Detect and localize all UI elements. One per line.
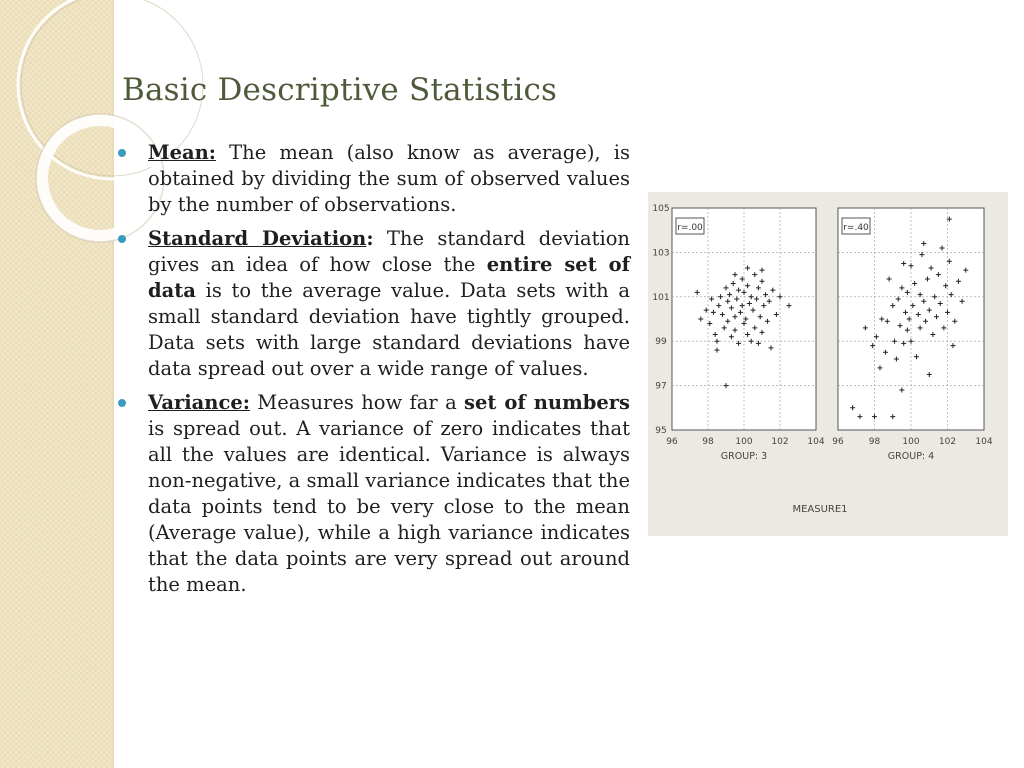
x-axis-label: MEASURE1	[792, 504, 848, 515]
bullet-variance	[148, 390, 630, 598]
x-tick-label: 102	[771, 437, 789, 447]
bullet-standard-deviation	[148, 226, 630, 382]
y-tick-label: 97	[655, 381, 667, 392]
scatterplot-svg	[648, 192, 1008, 536]
term-suffix: :	[366, 227, 374, 250]
y-tick-label: 101	[652, 292, 670, 303]
annotation-text: r=.00	[677, 223, 703, 233]
x-tick-label: 98	[868, 437, 881, 447]
x-tick-label: 100	[902, 437, 920, 447]
term-variance: Variance:	[148, 391, 250, 414]
y-tick-label: 99	[655, 337, 667, 348]
bullet-list	[148, 140, 630, 606]
term-mean: Mean:	[148, 141, 217, 164]
x-tick-label: 104	[975, 437, 993, 447]
x-tick-label: 104	[807, 437, 825, 447]
x-tick-label: 102	[938, 437, 957, 447]
y-tick-label: 103	[652, 248, 670, 259]
bullet-text: The standard deviation gives an idea of how close the	[148, 227, 630, 276]
term-standard-deviation: Standard Deviation	[148, 227, 367, 250]
panel-label: GROUP: 4	[887, 451, 935, 462]
bullet-mean	[148, 140, 630, 218]
bullet-bold-text: entire set of data	[148, 253, 630, 302]
y-tick-label: 105	[652, 204, 670, 214]
bullet-dot-icon	[118, 399, 126, 407]
decorative-side-band	[0, 0, 114, 768]
y-tick-label: 95	[655, 426, 667, 436]
x-tick-label: 98	[702, 437, 714, 447]
bullet-text: is to the average value. Data sets with a small standard deviation have tightly grouped. Data sets with large standard deviations have data spread out over a wide range of values.	[148, 279, 630, 380]
bullet-dot-icon	[118, 235, 126, 243]
x-tick-label: 96	[666, 437, 678, 447]
bullet-text: is spread out. A variance of zero indicates that all the values are identical. Variance is always non-negative, a small variance indicates that the data points tend to be very close to the mean (Average value), while a high variance indicates that the data points are very spread out around the mean.	[148, 417, 630, 596]
slide-title: Basic Descriptive Statistics	[122, 72, 558, 108]
bullet-bold-text: set of numbers	[464, 391, 630, 414]
annotation-text: r=.40	[843, 223, 869, 233]
panel-label: GROUP: 3	[720, 451, 768, 462]
bullet-text: The mean (also know as average), is obtained by dividing the sum of observed values by the number of observations.	[148, 141, 630, 216]
x-tick-label: 100	[735, 437, 753, 447]
bullet-dot-icon	[118, 149, 126, 157]
scatterplot-figure	[648, 192, 1008, 536]
bullet-text: Measures how far a	[249, 391, 465, 414]
x-tick-label: 96	[832, 437, 844, 447]
